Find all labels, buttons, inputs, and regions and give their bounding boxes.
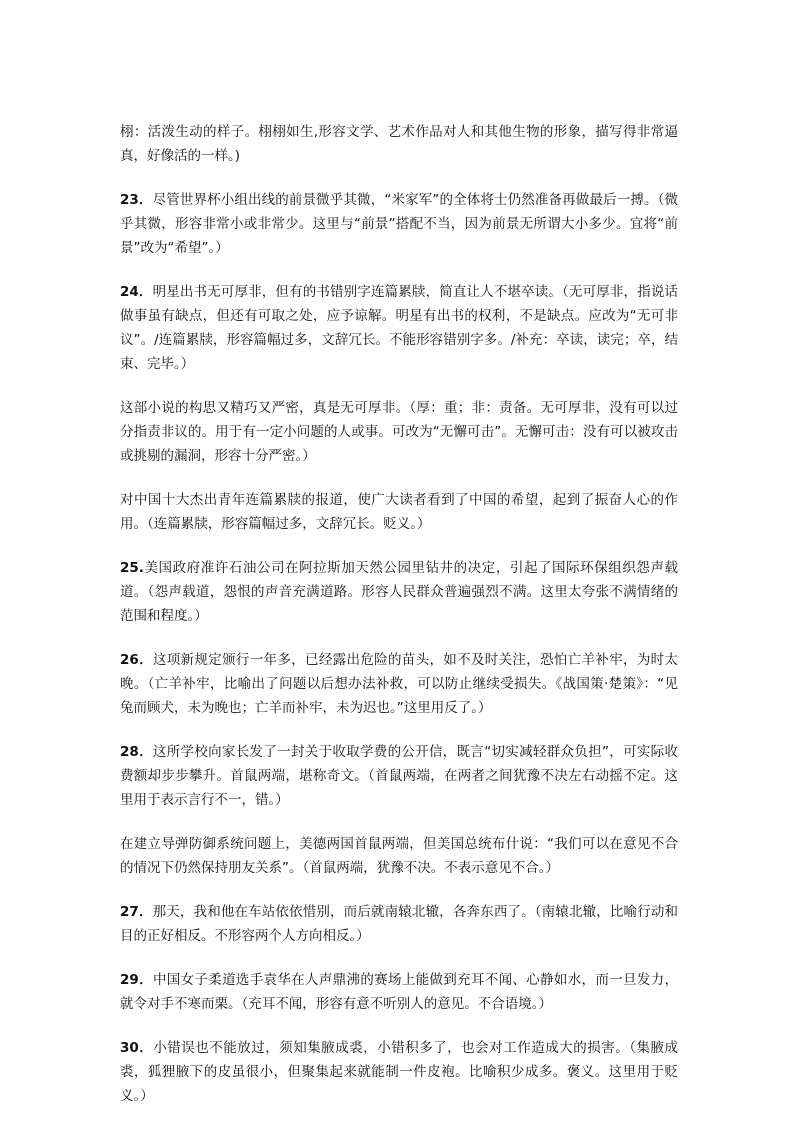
paragraph-text: 尽管世界杯小组出线的前景微乎其微，“米家军”的全体将士仍然准备再做最后一搏。（微乎其微，形容非常小或非常少。这里与“前景”搭配不当，因为前景无所谓大小多少。宜将“前景”改为“希望”。） [120, 192, 678, 256]
item-number: 24． [120, 284, 153, 300]
paragraph-7 [120, 648, 678, 720]
paragraph-9 [120, 832, 678, 880]
paragraph-3 [120, 280, 678, 376]
paragraph-6 [120, 556, 678, 628]
item-number: 25. [120, 560, 144, 576]
paragraph-10 [120, 900, 678, 948]
paragraph-11 [120, 968, 678, 1016]
paragraph-text: 这部小说的构思又精巧又严密，真是无可厚非。（厚：重；非：责备。无可厚非，没有可以过分指责非议的。用于有一定小问题的人或事。可改为“无懈可击”。无懈可击：没有可以被攻击或挑剔的漏洞，形容十分严密。） [120, 400, 678, 464]
paragraph-4 [120, 396, 678, 468]
item-number: 23． [120, 192, 153, 208]
paragraph-text: 在建立导弹防御系统问题上，美德两国首鼠两端，但美国总统布什说：“我们可以在意见不合的情况下仍然保持朋友关系”。（首鼠两端，犹豫不决。不表示意见不合。） [120, 836, 678, 876]
paragraph-5 [120, 488, 678, 536]
paragraph-text: 对中国十大杰出青年连篇累牍的报道，使广大读者看到了中国的希望，起到了振奋人心的作用。（连篇累牍，形容篇幅过多，文辞冗长。贬义。） [120, 492, 678, 532]
paragraph-text: 明星出书无可厚非，但有的书错别字连篇累牍，简直让人不堪卒读。（无可厚非，指说话做事虽有缺点，但还有可取之处，应予谅解。明星有出书的权利，不是缺点。应改为“无可非议”。/连篇累牍，形容篇幅过多，文辞冗长。不能形容错别字多。/补充：卒读，读完；卒，结束、完毕。） [120, 284, 678, 372]
paragraph-2 [120, 188, 678, 260]
paragraph-text: 中国女子柔道选手袁华在人声鼎沸的赛场上能做到充耳不闻、心静如水，而一旦发力，就令对手不寒而栗。（充耳不闻，形容有意不听别人的意见。不合语境。） [120, 972, 679, 1012]
document-page [120, 120, 678, 1128]
item-number: 28． [120, 744, 153, 760]
paragraph-text: 栩：活泼生动的样子。栩栩如生,形容文学、艺术作品对人和其他生物的形象，描写得非常逼真，好像活的一样。) [120, 124, 678, 164]
paragraph-text: 小错误也不能放过，须知集腋成裘，小错积多了，也会对工作造成大的损害。（集腋成裘，狐狸腋下的皮虽很小，但聚集起来就能制一件皮袍。比喻积少成多。褒义。这里用于贬义。） [120, 1040, 679, 1104]
paragraph-text: 美国政府准许石油公司在阿拉斯加天然公园里钻井的决定，引起了国际环保组织怨声载道。（怨声载道，怨恨的声音充满道路。形容人民群众普遍强烈不满。这里太夸张不满情绪的范围和程度。） [120, 560, 678, 624]
item-number: 27． [120, 904, 153, 920]
paragraph-1 [120, 120, 678, 168]
item-number: 30． [120, 1040, 154, 1056]
paragraph-text: 这所学校向家长发了一封关于收取学费的公开信，既言“切实减轻群众负担”，可实际收费额却步步攀升。首鼠两端，堪称奇文。（首鼠两端，在两者之间犹豫不决左右动摇不定。这里用于表示言行不一，错。） [120, 744, 678, 808]
item-number: 29． [120, 972, 153, 988]
paragraph-text: 这项新规定颁行一年多，已经露出危险的苗头，如不及时关注，恐怕亡羊补牢，为时太晚。（亡羊补牢，比喻出了问题以后想办法补救，可以防止继续受损失。《战国策·楚策》：“见兔而顾犬，未为晚也；亡羊而补牢，未为迟也。”这里用反了。） [120, 652, 679, 716]
paragraph-12 [120, 1036, 678, 1108]
paragraph-text: 那天，我和他在车站依依惜别，而后就南辕北辙，各奔东西了。（南辕北辙，比喻行动和目的正好相反。不形容两个人方向相反。） [120, 904, 678, 944]
item-number: 26． [120, 652, 153, 668]
paragraph-8 [120, 740, 678, 812]
